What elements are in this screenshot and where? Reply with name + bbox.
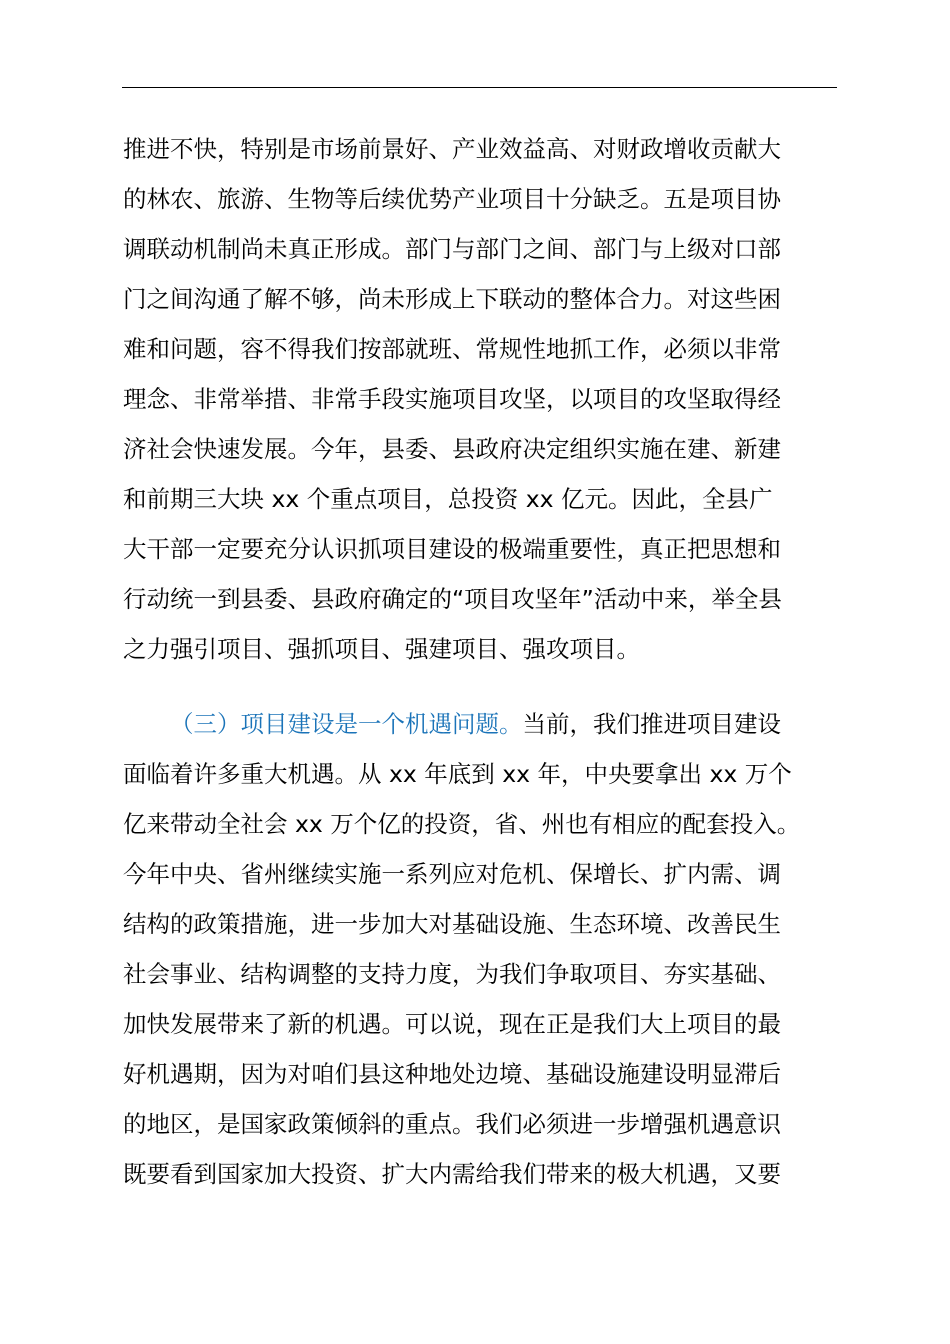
text-line: 面临着许多重大机遇。从 xx 年底到 xx 年，中央要拿出 xx 万个 — [123, 760, 792, 788]
body-text — [123, 124, 839, 1199]
text-line: 调联动机制尚未真正形成。部门与部门之间、部门与上级对口部 — [123, 235, 781, 263]
text-line: 济社会快速发展。今年，县委、县政府决定组织实施在建、新建 — [123, 435, 781, 463]
text-line: 亿来带动全社会 xx 万个亿的投资，省、州也有相应的配套投入。 — [123, 810, 801, 838]
text-line: 和前期三大块 xx 个重点项目，总投资 xx 亿元。因此，全县广 — [123, 485, 773, 513]
text-line-first — [123, 699, 839, 749]
paragraph-2 — [123, 699, 839, 1199]
heading-continuation: 当前，我们推进项目建设 — [522, 710, 781, 738]
text-line: 难和问题，容不得我们按部就班、常规性地抓工作，必须以非常 — [123, 335, 781, 363]
text-line: 加快发展带来了新的机遇。可以说，现在正是我们大上项目的最 — [123, 1010, 781, 1038]
text-line: 之力强引项目、强抓项目、强建项目、强攻项目。 — [123, 635, 640, 663]
paragraph-gap — [123, 674, 839, 699]
text-line: 今年中央、省州继续实施一系列应对危机、保增长、扩内需、调 — [123, 860, 781, 888]
section-heading: （三）项目建设是一个机遇问题。 — [170, 710, 523, 738]
paragraph-1 — [123, 124, 839, 674]
text-line: 推进不快，特别是市场前景好、产业效益高、对财政增收贡献大 — [123, 135, 781, 163]
text-line: 好机遇期，因为对咱们县这种地处边境、基础设施建设明显滞后 — [123, 1060, 781, 1088]
text-line: 既要看到国家加大投资、扩大内需给我们带来的极大机遇，又要 — [123, 1160, 781, 1188]
text-line: 大干部一定要充分认识抓项目建设的极端重要性，真正把思想和 — [123, 535, 781, 563]
text-line: 的地区，是国家政策倾斜的重点。我们必须进一步增强机遇意识 — [123, 1110, 781, 1138]
text-line: 的林农、旅游、生物等后续优势产业项目十分缺乏。五是项目协 — [123, 185, 781, 213]
text-line: 门之间沟通了解不够，尚未形成上下联动的整体合力。对这些困 — [123, 285, 781, 313]
text-line: 行动统一到县委、县政府确定的“项目攻坚年”活动中来，举全县 — [123, 585, 782, 613]
header-rule — [122, 87, 837, 88]
text-line: 结构的政策措施，进一步加大对基础设施、生态环境、改善民生 — [123, 910, 781, 938]
text-line: 理念、非常举措、非常手段实施项目攻坚，以项目的攻坚取得经 — [123, 385, 781, 413]
text-line: 社会事业、结构调整的支持力度，为我们争取项目、夯实基础、 — [123, 960, 781, 988]
